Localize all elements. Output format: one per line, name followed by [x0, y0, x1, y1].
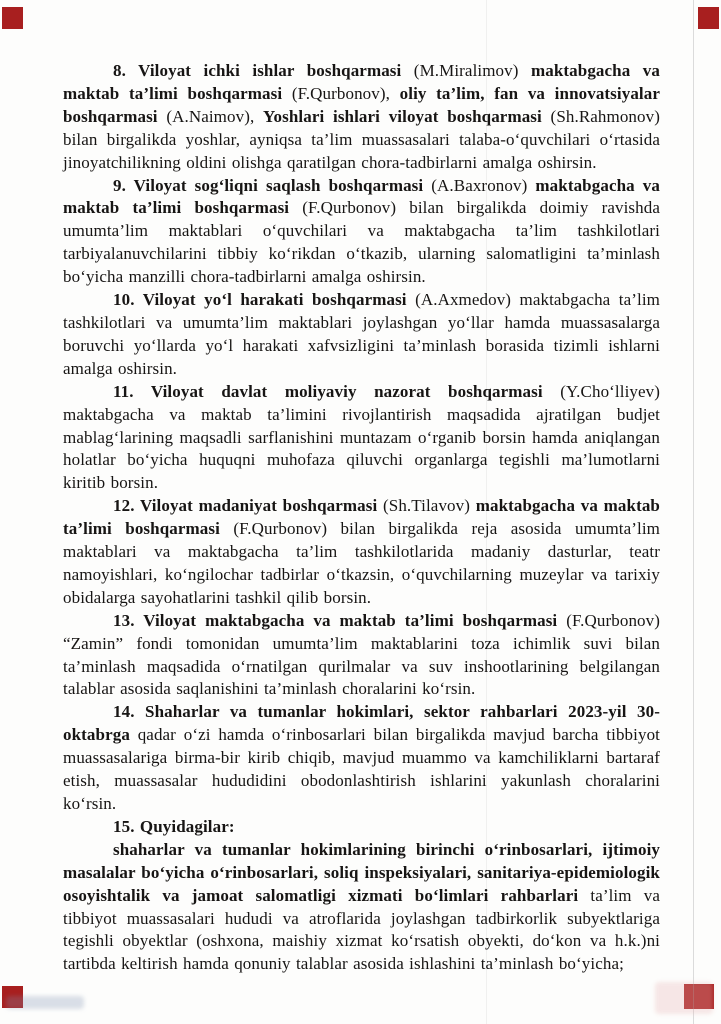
bold-text-run: 14. Shaharlar va tumanlar hokimlari, sektor rahbarlari 2023-yil 30-oktabrga [63, 702, 660, 745]
paragraph [63, 816, 660, 839]
text-run: (F.Qurbonov) bilan birgalikda doimiy ravishda umumta’lim maktablari o‘quvchilari va maktabgacha ta’lim tashkilotlari tarbiyalanuvchilarini tibbiy ko‘rikdan o‘tkazib, ularning salomatligini ta’minlash bo‘yicha manzilli chora-tadbirlarni amalga oshirsin. [63, 198, 660, 287]
paragraph [63, 610, 660, 702]
text-run: (F.Qurbonov) bilan birgalikda reja asosida umumta’lim maktablari va maktabgacha ta’lim tashkilotlarida madaniy dasturlar, teatr namoyishlari, ko‘ngilochar tadbirlar o‘tkazsin, o‘quvchilarning muzeylar va tarixiy obidalarga sayohatlarini tashkil qilib borsin. [63, 519, 660, 607]
document-text [63, 60, 660, 976]
text-run: (Sh.Rahmonov) bilan birgalikda yoshlar, ayniqsa ta’lim muassasalari talaba-o‘quvchilari o‘rtasida jinoyatchilikning oldini olishga qaratilgan chora-tadbirlarni amalga oshirsin. [63, 106, 660, 172]
text-run: qadar o‘zi hamda o‘rinbosarlari bilan birgalikda mavjud barcha tibbiyot muassasalariga birma-bir kirib chiqib, mavjud muammo va kamchiliklarni bartaraf etish, muassasalar hududidini obodonlashtirish ishlarini yakunlash choralarini ko‘rsin. [63, 725, 660, 813]
bold-text-run: 12. Viloyat madaniyat boshqarmasi [113, 496, 378, 516]
paragraph [63, 381, 660, 496]
redaction-mark-top-right [698, 7, 719, 29]
text-run: (M.Miralimov) [401, 61, 531, 80]
bold-text-run: 9. Viloyat sog‘liqni saqlash boshqarmasi [113, 175, 424, 195]
bold-text-run: 10. Viloyat yo‘l harakati boshqarmasi [113, 290, 407, 310]
text-run: (F.Qurbonov) “Zamin” fondi tomonidan umumta’lim maktablarini toza ichimlik suvi bilan ta’minlash maqsadida o‘rnatilgan qurilmalar va suv inshootlarining belgilangan talablar asosida saqlanishini ta’minlash choralarini ko‘rsin. [63, 610, 661, 699]
bold-text-run: maktabgacha va maktab ta’limi boshqarmasi [63, 175, 660, 218]
text-run: ta’lim va tibbiyot muassasalari hududi va atroflarida joylashgan tadbirkorlik subyektlariga tegishli obyektlar (oshxona, maishiy xizmat ko‘rsatish obyekti, do‘kon va h.k.)ni tartibda keltirish hamda qonuniy talablar asosida ishlashini ta’minlash bo‘yicha; [63, 885, 660, 974]
bold-text-run: 15. Quyidagilar: [113, 816, 235, 836]
bold-text-run: 13. Viloyat maktabgacha va maktab ta’limi boshqarmasi [113, 610, 558, 630]
bold-text-run: maktabgacha va maktab ta’limi boshqarmasi [63, 496, 660, 539]
paragraph [63, 701, 660, 816]
redaction-mark-bottom-left [2, 986, 23, 1008]
paragraph [63, 289, 660, 381]
redaction-mark-top-left [2, 7, 23, 29]
bold-text-run: maktabgacha va maktab ta’limi boshqarmasi [63, 61, 660, 103]
bold-text-run: 11. Viloyat davlat moliyaviy nazorat boshqarmasi [113, 381, 543, 401]
paragraph [63, 495, 660, 610]
text-run: (Sh.Tilavov) [377, 496, 476, 516]
bold-text-run: oliy ta’lim, fan va innovatsiyalar boshqarmasi [63, 83, 660, 126]
text-run: (A.Axmedov) maktabgacha ta’lim tashkilotlari va umumta’lim maktablari joylashgan yo‘llar hamda muassasalarga boruvchi yo‘llarda yo‘l harakati xafvsizligini ta’minlash borasida tizimli ishlarni amalga oshirsin. [63, 290, 660, 378]
text-run: (A.Baxronov) [423, 175, 536, 195]
bold-text-run: Yoshlari ishlari viloyat boshqarmasi [263, 106, 542, 126]
text-run: (F.Qurbonov), [282, 83, 400, 103]
paragraph [63, 839, 660, 976]
paragraph [63, 60, 660, 175]
text-run: (Y.Cho‘lliyev) maktabgacha va maktab ta’limini rivojlantirish maqsadida ajratilgan budjet mablag‘larining maqsadli sarflanishini muntazam o‘rganib borsin hamda aniqlangan holatlar bo‘yicha huquqni muhofaza qiluvchi organlarga tegishli ma’lumotlarni kiritib borsin. [63, 381, 661, 493]
scan-fold-line-right [693, 0, 694, 1024]
bold-text-run: shaharlar va tumanlar hokimlarining birinchi o‘rinbosarlari, ijtimoiy masalalar bo‘yicha o‘rinbosarlari, soliq inspeksiyalari, sanitariya-epidemiologik osoyishtalik va jamoat salomatligi xizmati bo‘limlari rahbarlari [63, 839, 660, 905]
paragraph [63, 175, 660, 290]
bold-text-run: 8. Viloyat ichki ishlar boshqarmasi [113, 61, 402, 80]
redaction-mark-bottom-right [684, 984, 714, 1009]
text-run: (A.Naimov), [157, 106, 264, 126]
